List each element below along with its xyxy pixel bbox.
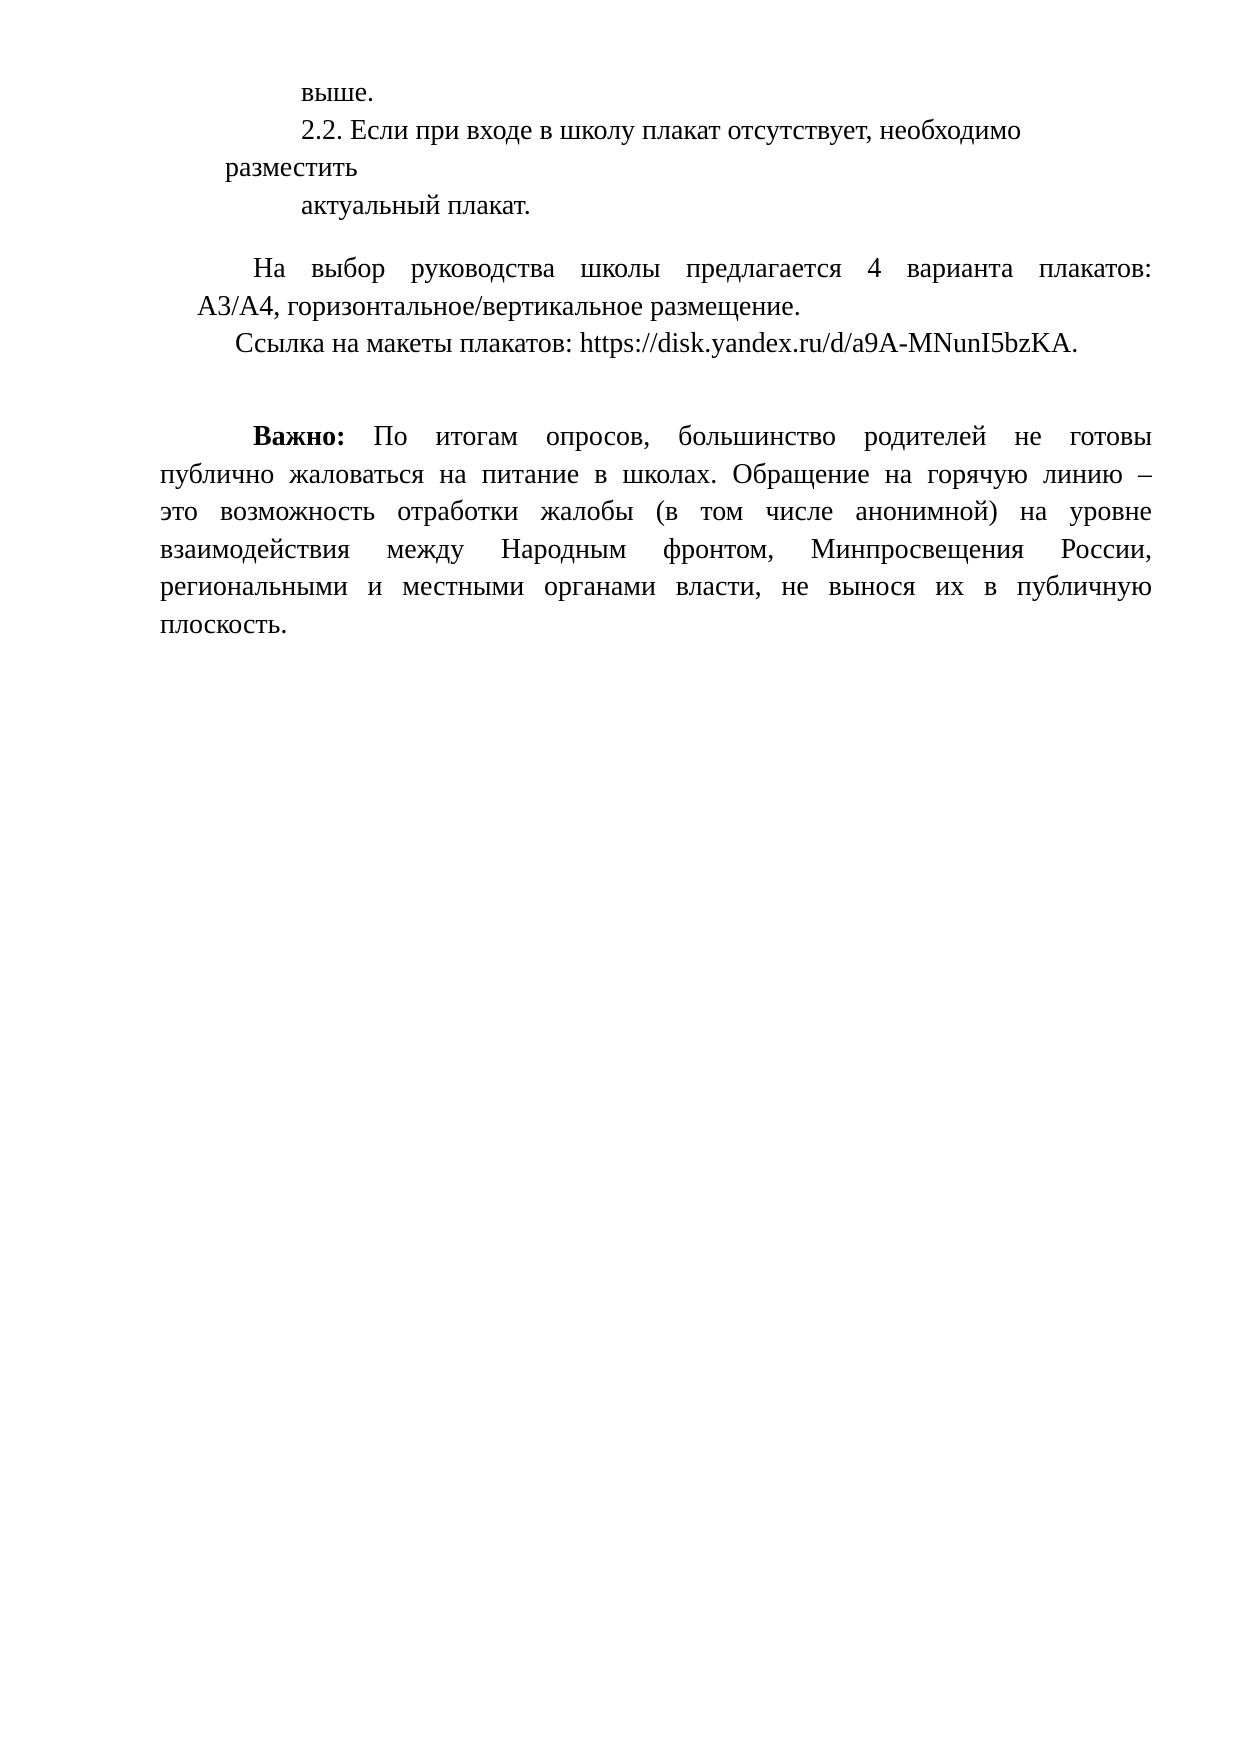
paragraph-section-2-2 bbox=[160, 74, 1152, 224]
text-line: актуальный плакат. bbox=[301, 189, 531, 221]
text-line: выше. bbox=[301, 77, 375, 108]
text-line: разместить bbox=[225, 152, 358, 183]
text-line: это возможность отработки жалобы (в том числе анонимной) на уровне bbox=[160, 496, 1152, 527]
poster-link-suffix: . bbox=[1071, 328, 1079, 359]
text-line: региональными и местными органами власти, не вынося их в публичную bbox=[160, 571, 1152, 602]
important-first-line-rest: По итогам опросов, большинство родителей не готовы bbox=[373, 421, 1152, 452]
text-line: публично жаловаться на питание в школах. Обращение на горячую линию – bbox=[160, 458, 1152, 490]
poster-link-line bbox=[160, 325, 1152, 363]
paragraph-important-note bbox=[160, 418, 1152, 643]
paragraph-poster-options bbox=[160, 250, 1152, 363]
text-line: А3/А4, горизонтальное/вертикальное размещение. bbox=[197, 290, 801, 322]
important-label: Важно: bbox=[253, 421, 346, 452]
text-line: плоскость. bbox=[160, 608, 288, 640]
important-first-line bbox=[160, 418, 1152, 456]
text-line: На выбор руководства школы предлагается 4 варианта плакатов: bbox=[253, 253, 1152, 284]
poster-templates-url[interactable]: https://disk.yandex.ru/d/a9A-MNunI5bzKA bbox=[579, 328, 1072, 359]
poster-link-prefix: Ссылка на макеты плакатов: bbox=[235, 328, 580, 359]
text-line: взаимодействия между Народным фронтом, Минпросвещения России, bbox=[160, 533, 1152, 565]
text-line: 2.2. Если при входе в школу плакат отсутствует, необходимо bbox=[301, 114, 1022, 146]
